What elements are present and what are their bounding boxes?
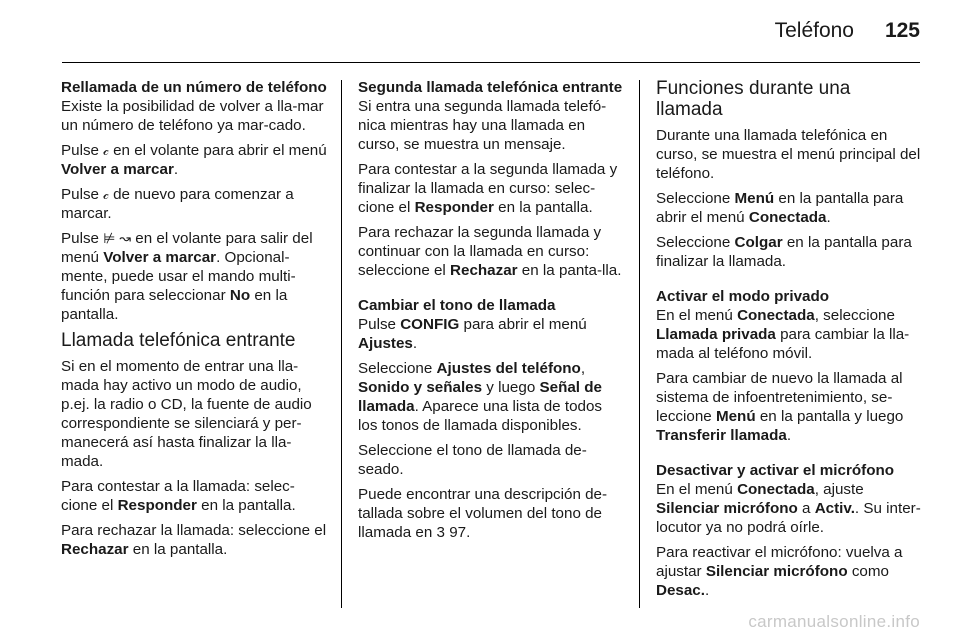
paragraph: En el menú Conectada, seleccione Llamada privada para cambiar la lla-mada al teléfono móvil.: [656, 307, 910, 362]
column-2: [358, 78, 624, 548]
paragraph: En el menú Conectada, ajuste Silenciar micrófono a Activ.. Su inter-locutor ya no podrá oírle.: [656, 481, 921, 536]
column-divider-1: [341, 80, 342, 608]
watermark: carmanualsonline.info: [748, 612, 920, 631]
section-heading-during-call: Funciones durante una llamada: [656, 78, 851, 120]
paragraph: Existe la posibilidad de volver a lla-mar un número de teléfono ya mar-cado.: [61, 98, 324, 134]
section-heading-ringtone: Cambiar el tono de llamada: [358, 297, 556, 314]
section-heading-redial: Rellamada de un número de teléfono: [61, 79, 327, 96]
section-heading-microphone: Desactivar y activar el micrófono: [656, 462, 895, 479]
paragraph: Si entra una segunda llamada telefó-nica mientras hay una llamada en curso, se muestra un mensaje.: [358, 98, 607, 153]
section-heading-second-call: Segunda llamada telefónica entrante: [358, 79, 623, 96]
column-3: [656, 78, 922, 606]
phone-icon: 𝒸: [103, 142, 109, 158]
paragraph: Durante una llamada telefónica en curso, se muestra el menú principal del teléfono.: [656, 127, 921, 182]
paragraph: Si en el momento de entrar una lla-mada hay activo un modo de audio, p.ej. la radio o CD, la fuente de audio correspondiente se silenciará y per-manecerá así hasta finalizar la lla-mada.: [61, 358, 312, 470]
page-number: 125: [884, 19, 920, 42]
column-divider-2: [639, 80, 640, 608]
paragraph: Puede encontrar una descripción de-tallada sobre el volumen del tono de llamada en 3 97.: [358, 486, 608, 541]
paragraph: Para rechazar la segunda llamada y continuar con la llamada en curso: seleccione el Rechazar en la panta-lla.: [358, 224, 622, 279]
paragraph: Para rechazar la llamada: seleccione el Rechazar en la pantalla.: [61, 522, 327, 558]
end-call-icon: ⊭ ↝: [103, 230, 132, 246]
paragraph: Pulse 𝒸 de nuevo para comenzar a marcar.: [61, 186, 294, 222]
paragraph: Para cambiar de nuevo la llamada al sistema de infoentretenimiento, se-leccione Menú en la pantalla y luego Transferir llamada.: [656, 370, 904, 444]
paragraph: Seleccione Colgar en la pantalla para finalizar la llamada.: [656, 234, 912, 270]
header-title: Teléfono: [774, 19, 854, 42]
arrow-icon: 3: [436, 524, 445, 541]
paragraph: Pulse ⊭ ↝ en el volante para salir del menú Volver a marcar. Opcional-mente, puede usar el mando multi-función para seleccionar No en la pantalla.: [61, 230, 313, 323]
section-heading-private-mode: Activar el modo privado: [656, 288, 830, 305]
paragraph: Pulse 𝒸 en el volante para abrir el menú Volver a marcar.: [61, 142, 327, 178]
paragraph: Para reactivar el micrófono: vuelva a ajustar Silenciar micrófono como Desac..: [656, 544, 903, 599]
section-heading-incoming: Llamada telefónica entrante: [61, 330, 296, 351]
paragraph: Seleccione Menú en la pantalla para abrir el menú Conectada.: [656, 190, 904, 226]
paragraph: Para contestar a la segunda llamada y finalizar la llamada en curso: selec-cione el Responder en la pantalla.: [358, 161, 618, 216]
header-rule: [62, 62, 920, 63]
paragraph: Seleccione el tono de llamada de-seado.: [358, 442, 587, 478]
paragraph: Pulse CONFIG para abrir el menú Ajustes.: [358, 316, 587, 352]
column-1: [61, 78, 327, 565]
paragraph: Para contestar a la llamada: selec-cione el Responder en la pantalla.: [61, 478, 296, 514]
phone-icon: 𝒸: [103, 186, 109, 202]
paragraph: Seleccione Ajustes del teléfono, Sonido y señales y luego Señal de llamada. Aparece una lista de todos los tonos de llamada disponibles.: [358, 360, 603, 434]
